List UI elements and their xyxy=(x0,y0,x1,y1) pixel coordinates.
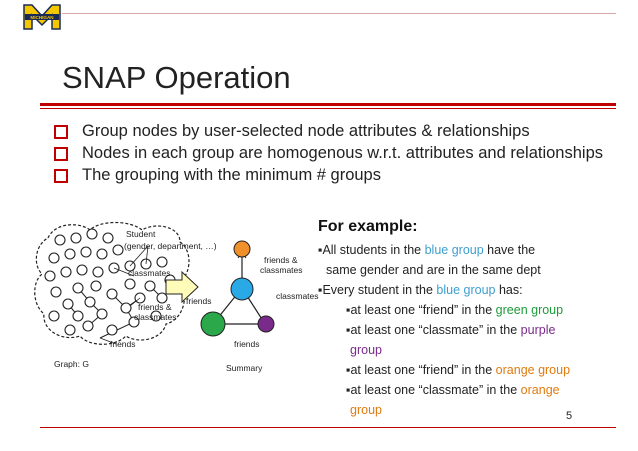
example-line: same gender and are in the same dept xyxy=(326,263,541,277)
bullet-text: Group nodes by user-selected node attributes & relationships xyxy=(82,122,530,140)
square-bullet-icon xyxy=(54,147,68,161)
example-heading: For example: xyxy=(318,218,418,235)
slide-title: SNAP Operation xyxy=(62,60,291,95)
bullet-item xyxy=(52,121,622,142)
title-rule-thick xyxy=(40,103,616,106)
graph-label: Graph: G xyxy=(54,359,89,369)
page-number: 5 xyxy=(566,410,573,422)
orange-group-node xyxy=(234,241,250,257)
friends-classmates-label-2: classmates xyxy=(134,312,177,322)
example-subitem: ▪at least one “classmate” in the orange xyxy=(346,383,560,397)
purple-group-node xyxy=(258,316,274,332)
example-subitem: ▪at least one “friend” in the orange group xyxy=(346,363,571,377)
example-subitem-cont: group xyxy=(350,403,382,417)
logo-text: MICHIGAN xyxy=(30,14,54,20)
example-subitem: ▪at least one “classmate” in the purple xyxy=(346,323,556,337)
summary-classmates-label: classmates xyxy=(276,291,319,301)
example-line: ▪All students in the blue group have the xyxy=(318,243,536,257)
summary-friends-classmates-label: friends & xyxy=(264,255,298,265)
bullet-list xyxy=(52,121,622,187)
green-group-node xyxy=(201,312,225,336)
summary-friends-classmates-label-2: classmates xyxy=(260,265,303,275)
header-line xyxy=(62,13,616,14)
classmates-label: classmates xyxy=(128,268,171,278)
summary-label: Summary xyxy=(226,363,263,373)
summary-friends-label-left: friends xyxy=(186,296,212,306)
student-label: Student xyxy=(126,229,156,239)
bullet-item xyxy=(52,143,622,164)
square-bullet-icon xyxy=(54,169,68,183)
footer-rule xyxy=(40,427,616,428)
title-rule-thin xyxy=(40,108,616,109)
friends-classmates-label: friends & xyxy=(138,302,172,312)
bullet-item xyxy=(52,165,622,186)
square-bullet-icon xyxy=(54,125,68,139)
bullet-text: The grouping with the minimum # groups xyxy=(82,166,381,184)
summary-friends-label-bottom: friends xyxy=(234,339,260,349)
michigan-logo-icon xyxy=(22,2,62,32)
attributes-label: (gender, department, …) xyxy=(124,241,217,251)
example-subitem: ▪at least one “friend” in the green group xyxy=(346,303,564,317)
example-subitem-cont: group xyxy=(350,343,382,357)
example-line: ▪Every student in the blue group has: xyxy=(318,283,523,297)
snap-diagram xyxy=(30,216,330,386)
blue-group-node xyxy=(231,278,253,300)
example-panel xyxy=(318,218,618,420)
bullet-text: Nodes in each group are homogenous w.r.t. attributes and relationships xyxy=(82,144,603,162)
friends-label: friends xyxy=(110,339,136,349)
